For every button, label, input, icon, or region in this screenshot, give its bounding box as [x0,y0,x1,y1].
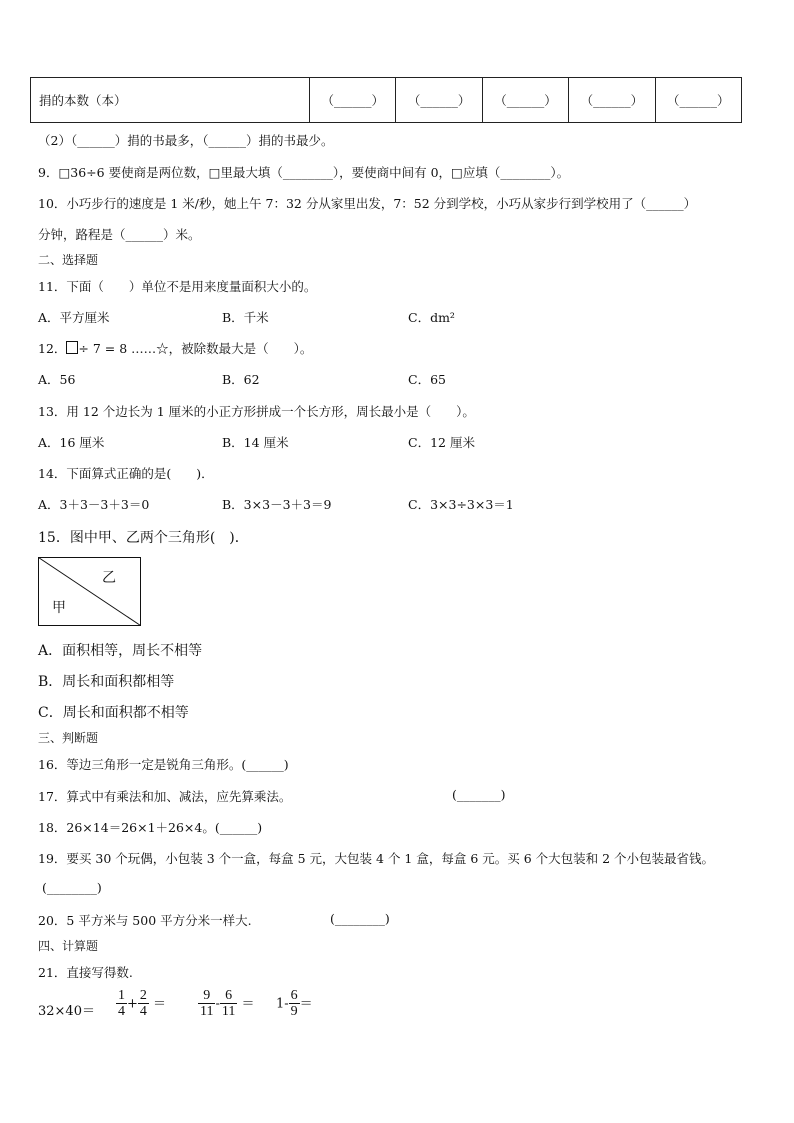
fraction: $\frac{9}{11}$ [200,988,214,1020]
q12-option-a[interactable]: A．56 [38,372,76,387]
section-calc-heading: 四、计算题 [38,939,99,953]
question-8-2: （2）（______）捐的书最多，（______）捐的书最少。 [38,133,334,148]
calc-expression-1: 32×40＝ [38,1004,95,1019]
question-18: 18．26×14＝26×1＋26×4。(______) [38,820,263,835]
question-13-stem: 13．用 12 个边长为 1 厘米的小正方形拼成一个长方形，周长最小是（ ）。 [38,404,475,419]
question-9: 9．□36÷6 要使商是两位数，□里最大填（________），要使商中间有 0，□应填（________）。 [38,165,570,180]
section-choice-heading: 二、选择题 [38,253,99,267]
question-20-stem: 20．5 平方米与 500 平方分米一样大. [38,913,252,928]
triangle-figure [38,557,141,626]
fraction: $\frac{1}{4}$ [118,988,125,1020]
label-jia: 甲 [52,600,66,616]
question-19-line1: 19．要买 30 个玩偶，小包装 3 个一盒，每盒 5 元，大包装 4 个 1 盒，每盒 6 元。买 6 个大包装和 2 个小包装最省钱。 [38,851,715,866]
q12-option-c[interactable]: C．65 [408,372,446,387]
question-12-stem [38,339,312,357]
table-row [31,78,742,123]
q13-option-a[interactable]: A．16 厘米 [38,435,105,450]
answer-blank[interactable]: （______） [655,78,741,123]
answer-blank[interactable]: （______） [569,78,655,123]
question-17-stem: 17．算式中有乘法和加、减法，应先算乘法。 [38,789,292,804]
q17-answer-blank[interactable]: (_______) [452,787,506,802]
fraction: $\frac{2}{4}$ [139,988,147,1020]
section-judge-heading: 三、判断题 [38,731,99,745]
q14-option-a[interactable]: A．3＋3－3＋3＝0 [38,497,150,512]
question-11-stem: 11．下面（ ）单位不是用来度量面积大小的。 [38,279,317,294]
fraction: $\frac{6}{9}$ [290,988,298,1020]
row-label: 捐的本数（本） [31,78,310,123]
q15-option-c[interactable]: C．周长和面积都不相等 [38,705,189,721]
question-15-stem: 15．图中甲、乙两个三角形( )． [38,530,249,546]
question-14-stem: 14．下面算式正确的是( )． [38,466,214,481]
answer-blank[interactable]: （______） [482,78,568,123]
q14-option-b[interactable]: B．3×3－3＋3＝9 [222,497,332,512]
q15-option-b[interactable]: B．周长和面积都相等 [38,674,175,690]
calc-expression-4: 1- $\frac{6}{9}$ ＝ [276,988,313,1020]
answer-blank[interactable]: （______） [396,78,482,123]
calc-expression-3: $\frac{9}{11}$ - $\frac{6}{11}$ ＝ [200,988,255,1020]
calc-expression-2: $\frac{1}{4}$ + $\frac{2}{4}$ ＝ [118,988,167,1020]
label-yi: 乙 [102,570,116,586]
question-21-stem: 21．直接写得数. [38,965,133,980]
q20-answer-blank[interactable]: (________) [330,911,390,926]
q13-option-c[interactable]: C．12 厘米 [408,435,475,450]
question-number: 12． [38,341,67,356]
q15-option-a[interactable]: A．面积相等，周长不相等 [38,643,203,659]
donation-table [30,77,742,123]
answer-blank[interactable]: （______） [310,78,396,123]
question-16: 16．等边三角形一定是锐角三角形。(______) [38,757,289,772]
q13-option-b[interactable]: B．14 厘米 [222,435,289,450]
question-12-text: ÷ 7 = 8 ……☆，被除数最大是（ ）。 [78,341,313,356]
q14-option-c[interactable]: C．3×3÷3×3＝1 [408,497,514,512]
q11-option-c[interactable]: C．dm² [408,310,455,325]
q19-answer-blank[interactable]: (________) [42,880,102,895]
q11-option-a[interactable]: A．平方厘米 [38,310,110,325]
q11-option-b[interactable]: B．千米 [222,310,269,325]
fraction: $\frac{6}{11}$ [221,988,236,1020]
blank-square-icon [66,341,78,354]
q12-option-b[interactable]: B．62 [222,372,260,387]
question-10-line2: 分钟，路程是（______）米。 [38,227,201,242]
question-10-line1: 10．小巧步行的速度是 1 米/秒，她上午 7：32 分从家里出发，7：52 分到学校，小巧从家步行到学校用了（______） [38,196,697,211]
